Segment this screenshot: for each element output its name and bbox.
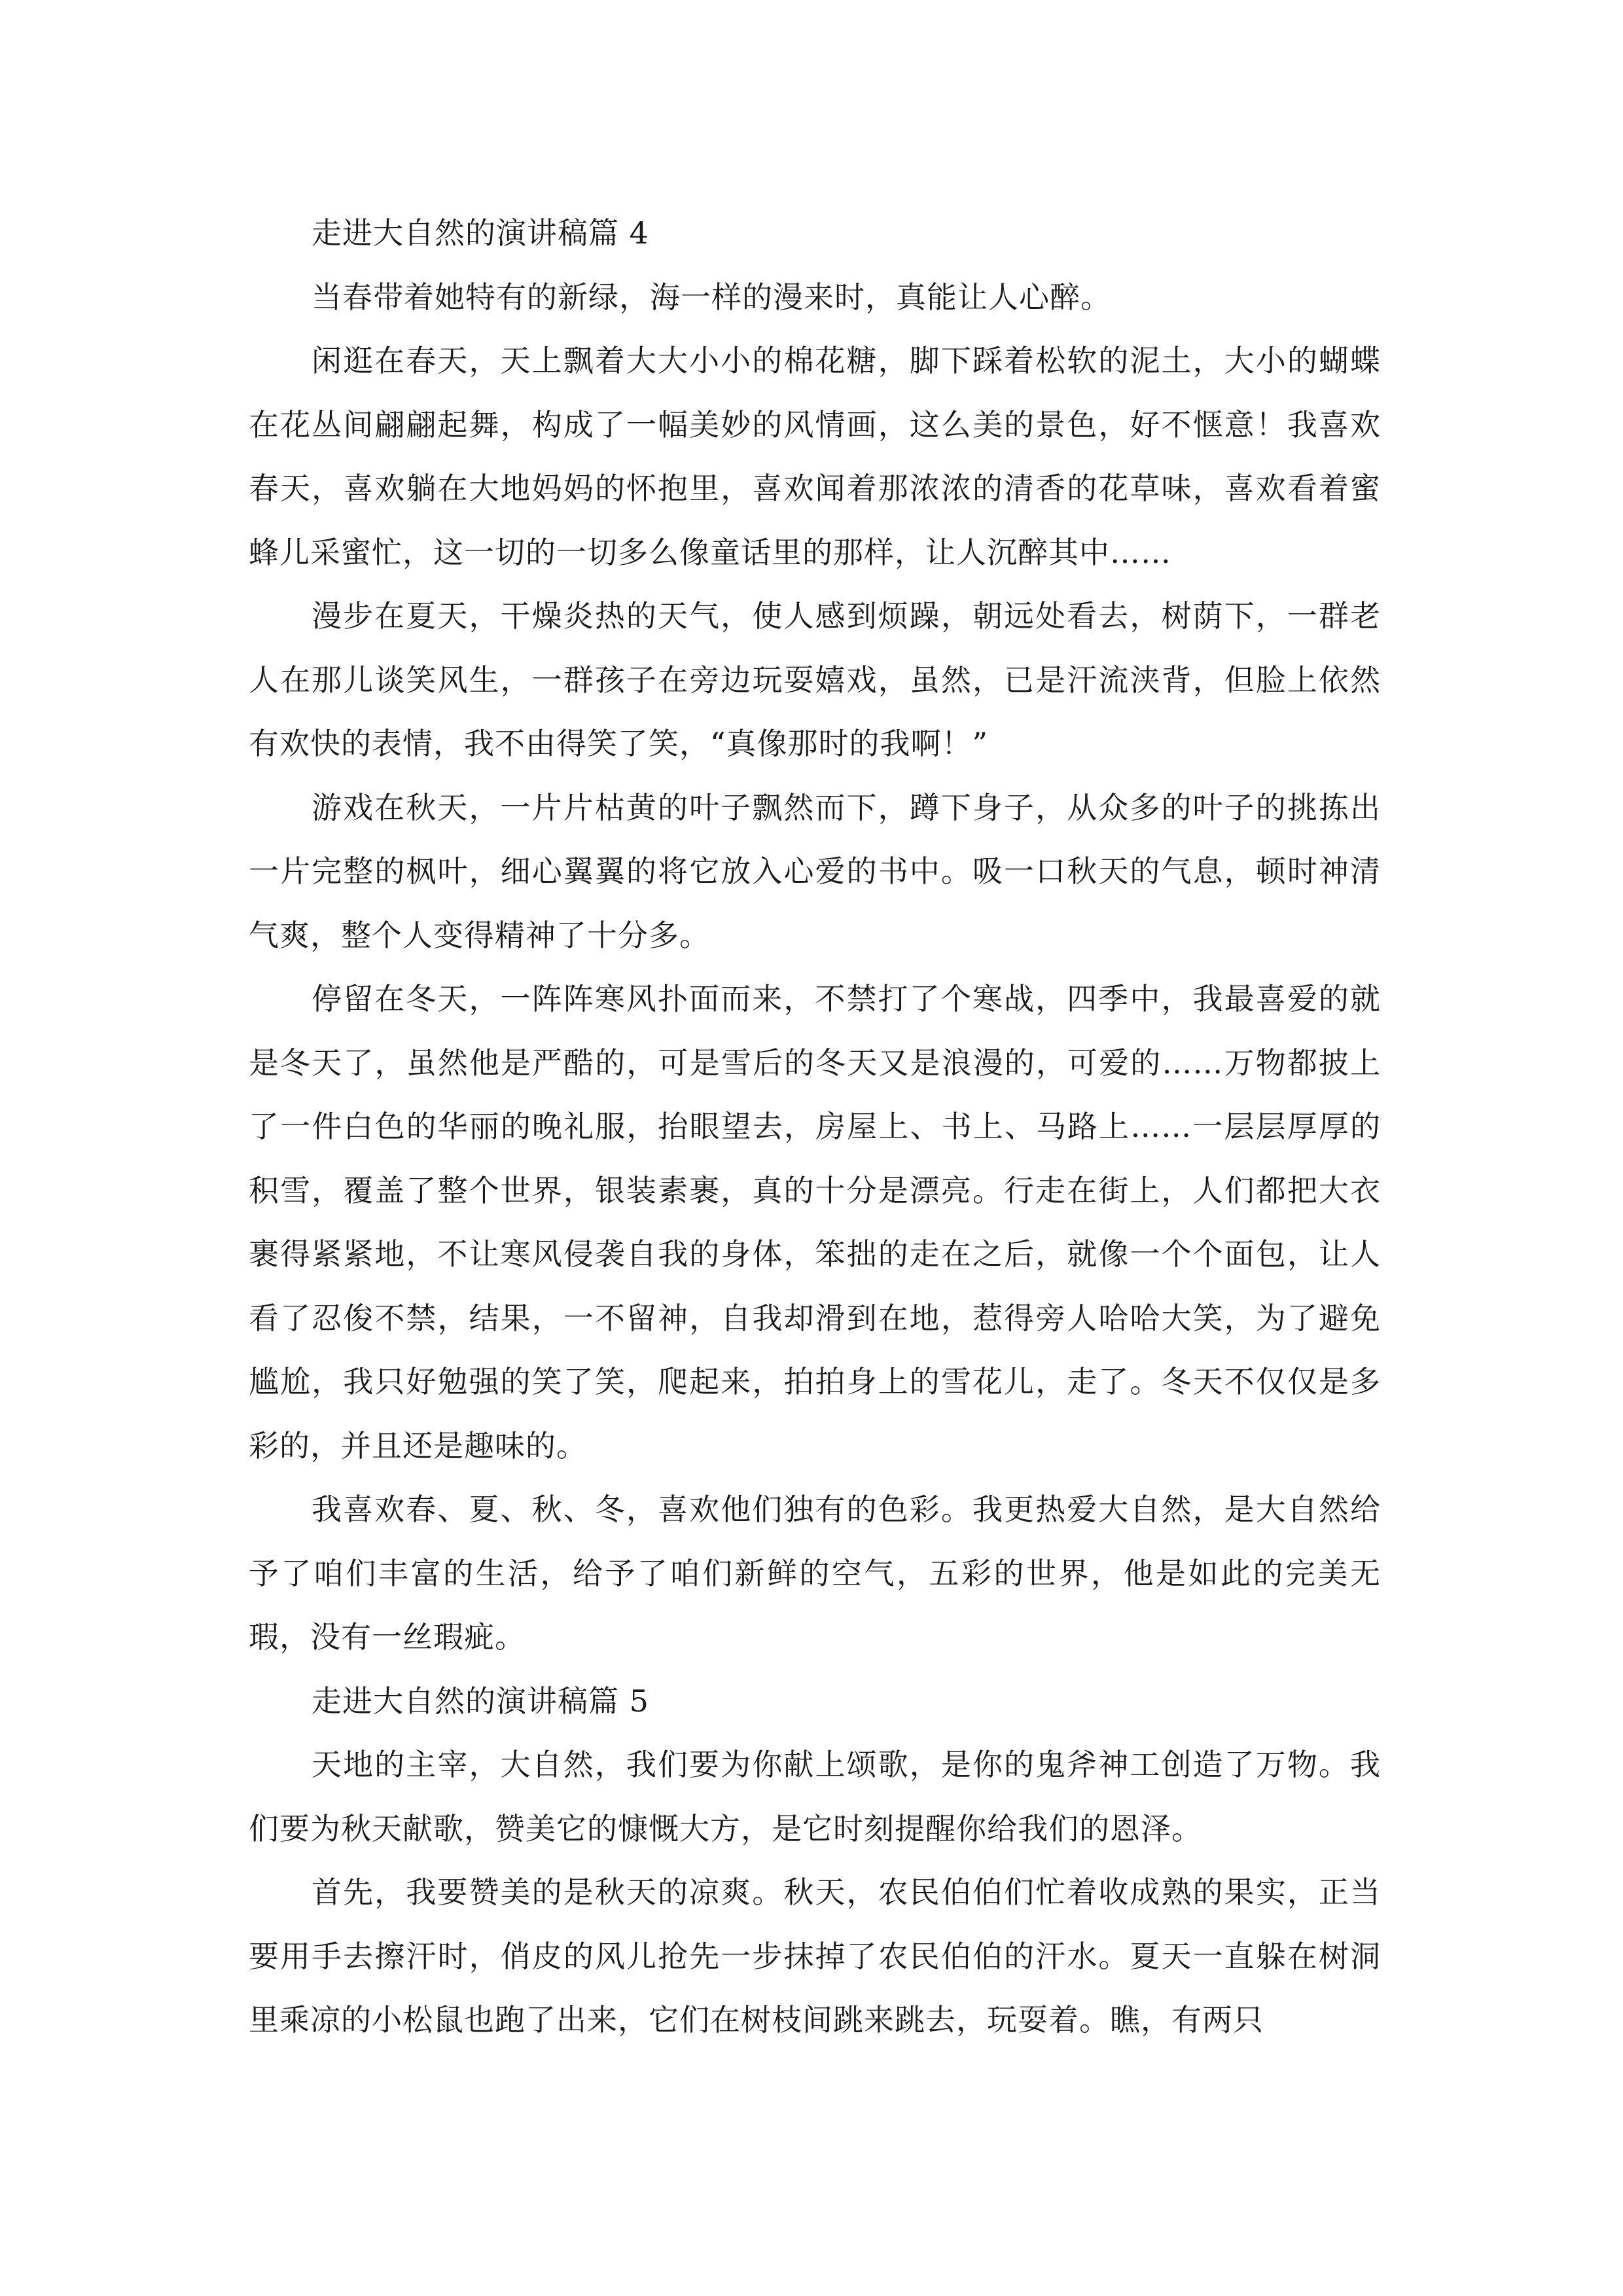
- paragraph: 闲逛在春天，天上飘着大大小小的棉花糖，脚下踩着松软的泥土，大小的蝴蝶在花丛间翩翩起舞，构成了一幅美妙的风情画，这么美的景色，好不惬意！我喜欢春天，喜欢躺在大地妈妈的怀抱里，喜欢闻着那浓浓的清香的花草味，喜欢看着蜜蜂儿采蜜忙，这一切的一切多么像童话里的那样，让人沉醉其中……: [249, 343, 1381, 570]
- paragraph: 天地的主宰，大自然，我们要为你献上颂歌，是你的鬼斧神工创造了万物。我们要为秋天献歌，赞美它的慷慨大方，是它时刻提醒你给我们的恩泽。: [249, 1747, 1381, 1846]
- paragraph: 首先，我要赞美的是秋天的凉爽。秋天，农民伯伯们忙着收成熟的果实，正当要用手去擦汗时，俏皮的风儿抢先一步抹掉了农民伯伯的汗水。夏天一直躲在树洞里乘凉的小松鼠也跑了出来，它们在树枝间跳来跳去，玩耍着。瞧，有两只: [249, 1874, 1381, 2037]
- paragraph: 当春带着她特有的新绿，海一样的漫来时，真能让人心醉。: [312, 279, 1111, 315]
- section-heading-5: 走进大自然的演讲稿篇 5: [312, 1683, 649, 1719]
- paragraph: 停留在冬天，一阵阵寒风扑面而来，不禁打了个寒战，四季中，我最喜爱的就是冬天了，虽然他是严酷的，可是雪后的冬天又是浪漫的，可爱的……万物都披上了一件白色的华丽的晚礼服，抬眼望去，房屋上、书上、马路上……一层层厚厚的积雪，覆盖了整个世界，银装素裹，真的十分是漂亮。行走在街上，人们都把大衣裹得紧紧地，不让寒风侵袭自我的身体，笨拙的走在之后，就像一个个面包，让人看了忍俊不禁，结果，一不留神，自我却滑到在地，惹得旁人哈哈大笑，为了避免尴尬，我只好勉强的笑了笑，爬起来，拍拍身上的雪花儿，走了。冬天不仅仅是多彩的，并且还是趣味的。: [249, 981, 1381, 1463]
- paragraph: 游戏在秋天，一片片枯黄的叶子飘然而下，蹲下身子，从众多的叶子的挑拣出一片完整的枫叶，细心翼翼的将它放入心爱的书中。吸一口秋天的气息，顿时神清气爽，整个人变得精神了十分多。: [249, 789, 1381, 953]
- paragraph: 漫步在夏天，干燥炎热的天气，使人感到烦躁，朝远处看去，树荫下，一群老人在那儿谈笑风生，一群孩子在旁边玩耍嬉戏，虽然，已是汗流浃背，但脸上依然有欢快的表情，我不由得笑了笑，“真像那时的我啊！”: [249, 598, 1381, 761]
- document-body: [249, 202, 1381, 2053]
- paragraph: 我喜欢春、夏、秋、冬，喜欢他们独有的色彩。我更热爱大自然，是大自然给予了咱们丰富的生活，给予了咱们新鲜的空气，五彩的世界，他是如此的完美无瑕，没有一丝瑕疵。: [249, 1492, 1381, 1655]
- section-heading-4: 走进大自然的演讲稿篇 4: [312, 215, 649, 251]
